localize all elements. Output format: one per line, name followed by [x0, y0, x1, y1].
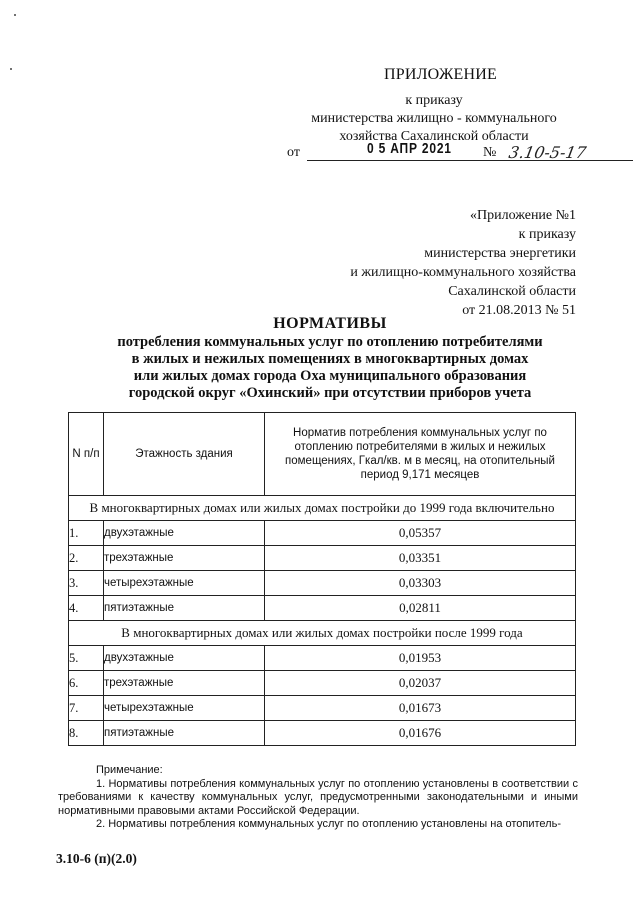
note-item: 1. Нормативы потребления коммунальных услуг по отоплению установлены в соответствии с требованиями к качеству коммунальных услуг, предусмотренными законодательными и иными нормативными правовыми актами Российской Федерации. — [58, 777, 578, 817]
document-title: НОРМАТИВЫ — [273, 315, 387, 332]
row-number: 8. — [69, 721, 104, 746]
section-row — [69, 621, 576, 646]
previous-appendix-line: министерства энергетики — [424, 246, 576, 261]
handwritten-order-number: 3.10-5-17 — [507, 143, 588, 162]
row-number: 1. — [69, 521, 104, 546]
row-floors: двухэтажные — [104, 521, 265, 546]
document-code: 3.10-6 (п)(2.0) — [56, 851, 137, 866]
subtitle-line: в жилых и нежилых помещениях в многоквартирных домах — [131, 351, 529, 367]
row-number: 6. — [69, 671, 104, 696]
row-floors: четырехэтажные — [104, 696, 265, 721]
subtitle-line: потребления коммунальных услуг по отоплению потребителями — [117, 334, 543, 350]
scan-speck — [14, 14, 16, 16]
section-row — [69, 496, 576, 521]
row-number: 3. — [69, 571, 104, 596]
norms-table — [68, 412, 576, 746]
table-row — [69, 696, 576, 721]
row-number: 2. — [69, 546, 104, 571]
row-value: 0,01673 — [265, 696, 576, 721]
section-title: В многоквартирных домах или жилых домах постройки до 1999 года включительно — [69, 496, 576, 521]
row-floors: пятиэтажные — [104, 721, 265, 746]
row-number: 5. — [69, 646, 104, 671]
order-date-line — [287, 141, 587, 165]
row-floors: пятиэтажные — [104, 596, 265, 621]
previous-appendix-line: «Приложение №1 — [470, 208, 576, 223]
header-number: N п/п — [69, 413, 104, 496]
previous-appendix-line: к приказу — [518, 227, 576, 242]
table-row — [69, 721, 576, 746]
row-value: 0,02037 — [265, 671, 576, 696]
order-reference — [300, 92, 568, 146]
appendix-title: ПРИЛОЖЕНИЕ — [384, 66, 498, 83]
subtitle-line: городской округ «Охинский» при отсутствии приборов учета — [128, 385, 532, 401]
document-subtitle — [100, 334, 560, 402]
subtitle-line: или жилых домах города Оха муниципального образования — [133, 368, 527, 384]
row-number: 7. — [69, 696, 104, 721]
table-row — [69, 646, 576, 671]
row-value: 0,03303 — [265, 571, 576, 596]
table-row — [69, 546, 576, 571]
previous-appendix-line: и жилищно-коммунального хозяйства — [350, 265, 576, 280]
notes-block — [58, 764, 578, 832]
header-norm: Норматив потребления коммунальных услуг по отоплению потребителями в жилых и нежилых помещениях, Гкал/кв. м в месяц, на отопительный период 9,171 месяцев — [265, 413, 576, 496]
scan-speck — [10, 68, 12, 70]
row-value: 0,01676 — [265, 721, 576, 746]
number-label: № — [483, 145, 497, 160]
row-value: 0,02811 — [265, 596, 576, 621]
row-floors: трехэтажные — [104, 671, 265, 696]
row-value: 0,03351 — [265, 546, 576, 571]
table-row — [69, 596, 576, 621]
order-line: министерства жилищно - коммунального — [311, 111, 557, 126]
table-row — [69, 521, 576, 546]
section-title: В многоквартирных домах или жилых домах постройки после 1999 года — [69, 621, 576, 646]
row-number: 4. — [69, 596, 104, 621]
note-item: 2. Нормативы потребления коммунальных услуг по отоплению установлены на отопитель- — [96, 818, 561, 830]
row-value: 0,01953 — [265, 646, 576, 671]
row-value: 0,05357 — [265, 521, 576, 546]
date-prefix: от — [287, 145, 300, 160]
date-stamp: 0 5 АПР 2021 — [367, 140, 452, 157]
previous-appendix-line: Сахалинской области — [448, 284, 576, 299]
order-line: к приказу — [405, 93, 463, 108]
table-header-row — [69, 413, 576, 496]
order-line: хозяйства Сахалинской области — [339, 129, 529, 144]
table-row — [69, 571, 576, 596]
header-floors: Этажность здания — [104, 413, 265, 496]
table-row — [69, 671, 576, 696]
previous-appendix-line: от 21.08.2013 № 51 — [462, 303, 576, 318]
norms-table-container — [68, 412, 576, 746]
notes-label: Примечание: — [96, 764, 163, 776]
previous-appendix-reference — [330, 206, 576, 320]
row-floors: двухэтажные — [104, 646, 265, 671]
row-floors: четырехэтажные — [104, 571, 265, 596]
row-floors: трехэтажные — [104, 546, 265, 571]
